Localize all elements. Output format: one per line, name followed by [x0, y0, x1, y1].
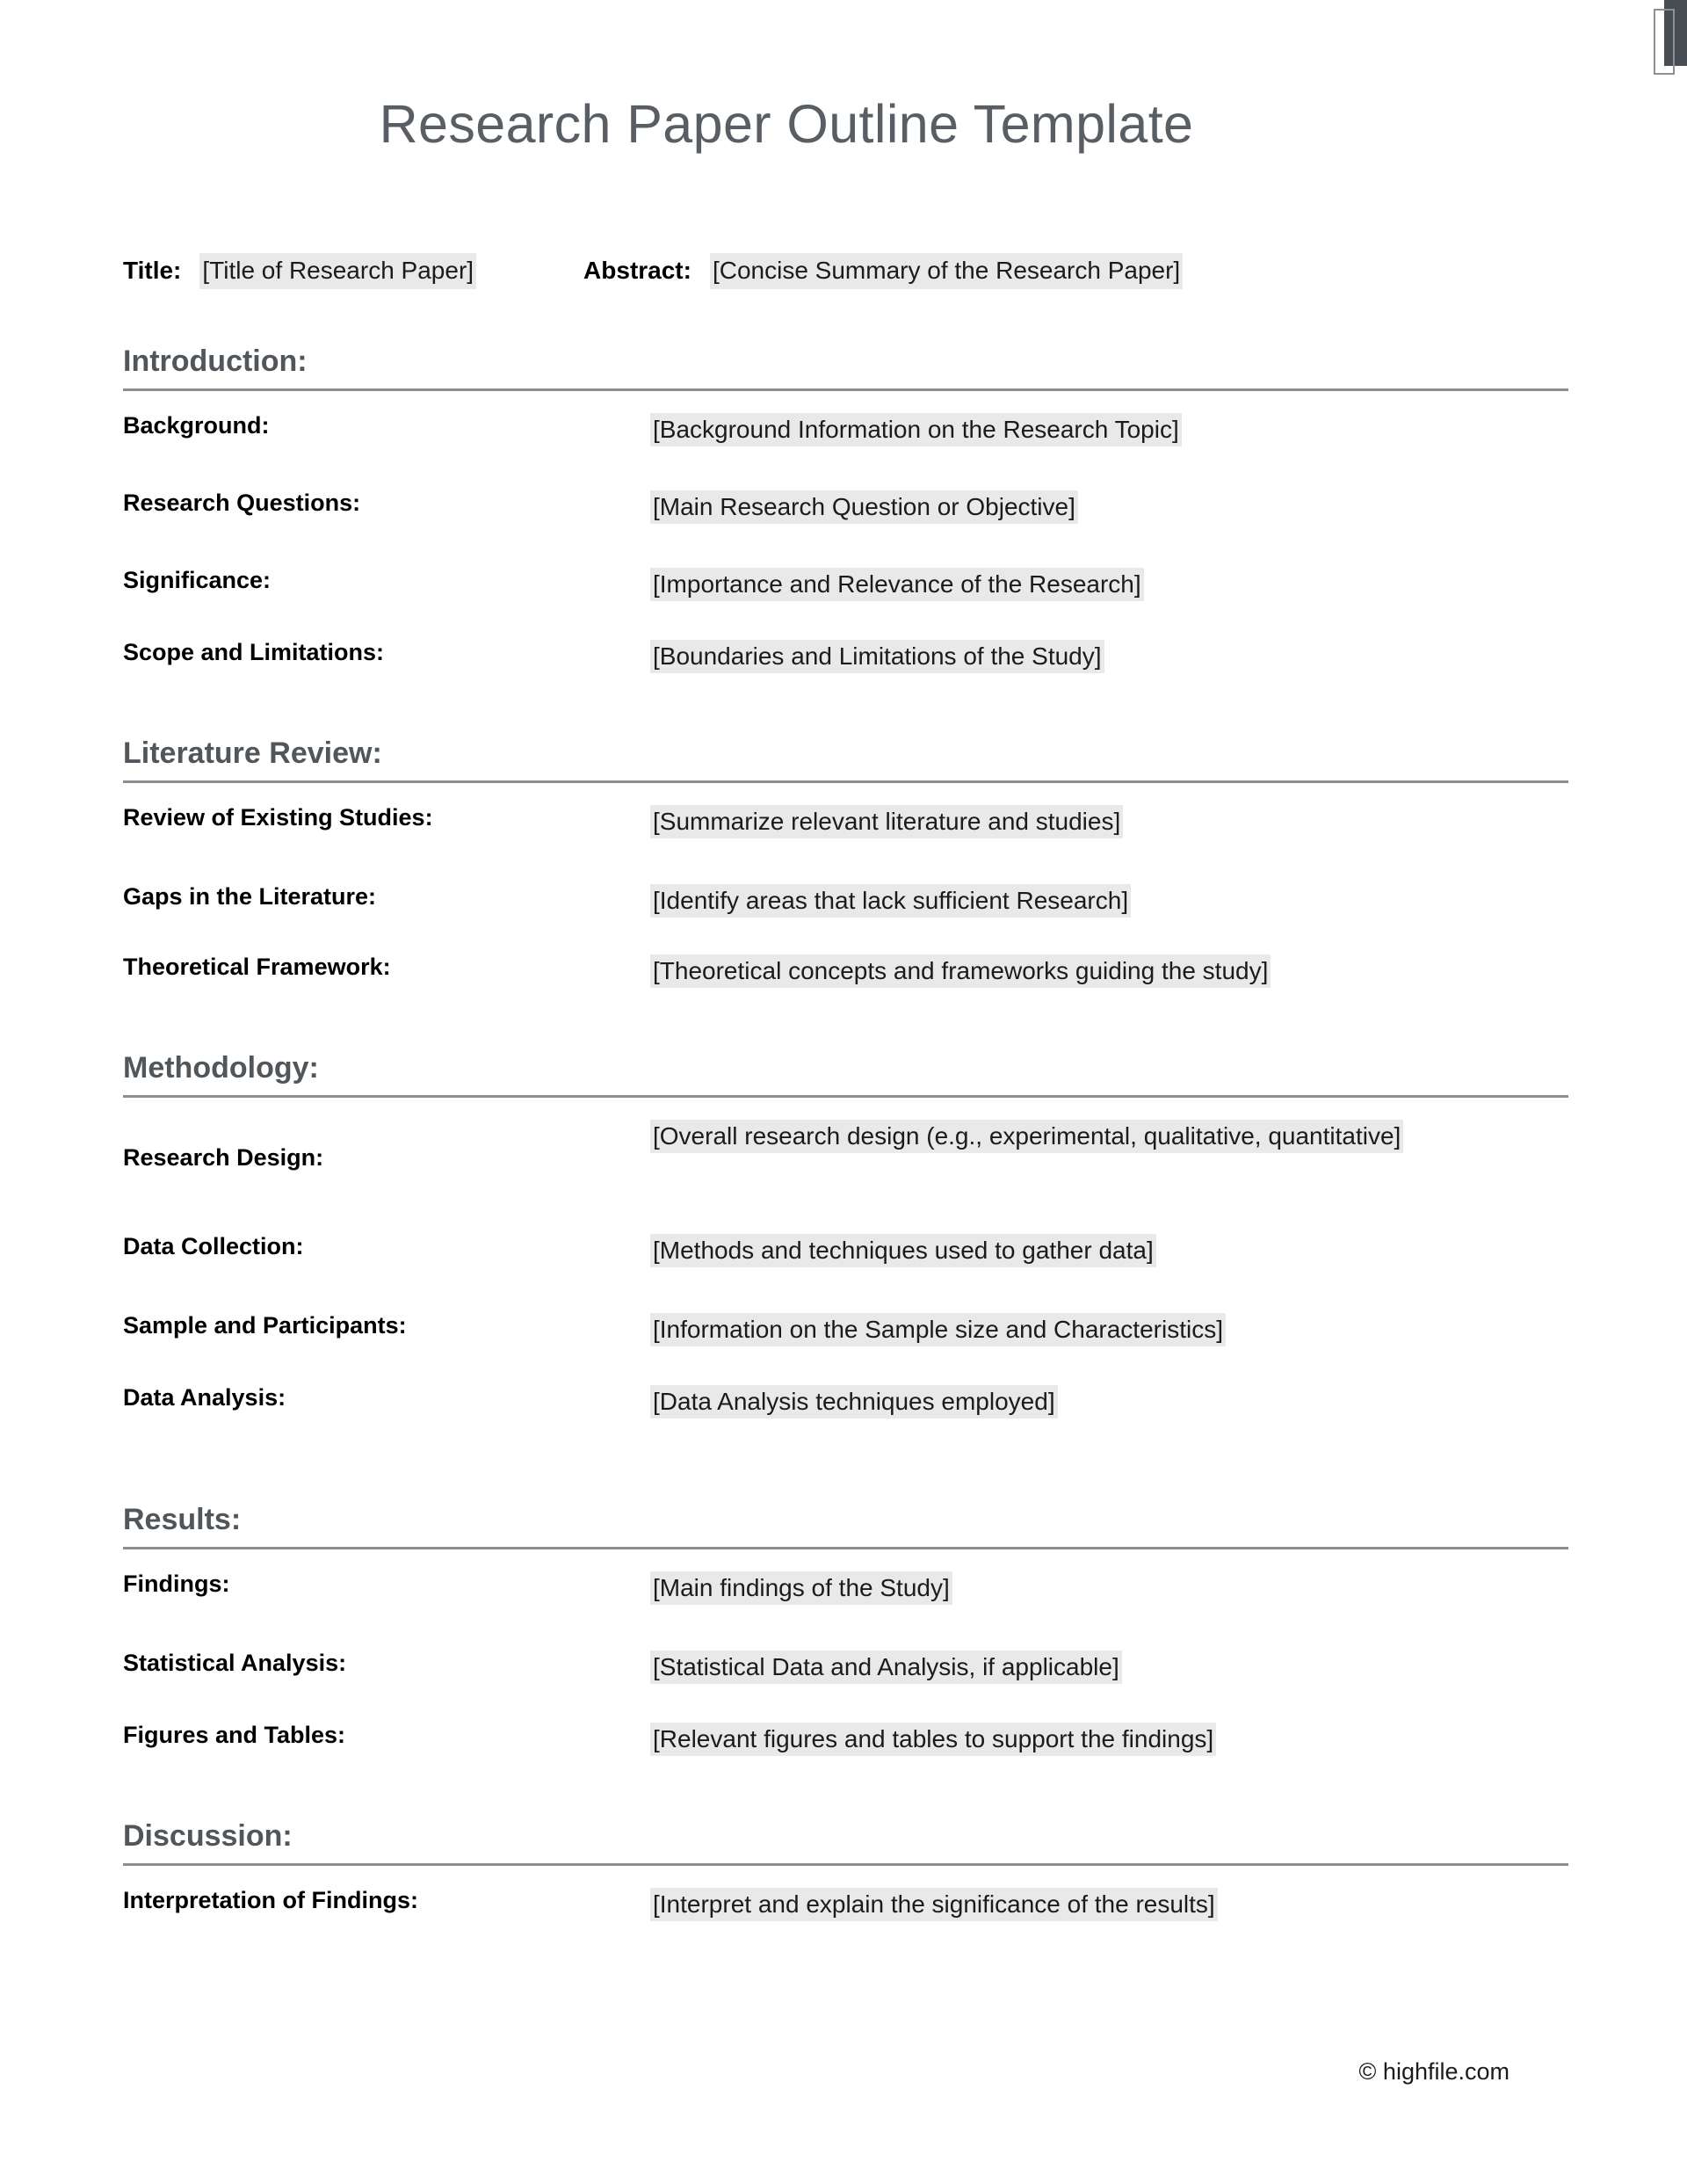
field-value[interactable]: [Interpret and explain the significance of the results] — [650, 1888, 1218, 1921]
field-row — [123, 1375, 1568, 1428]
field-row — [123, 558, 1568, 630]
field-label: Sample and Participants: — [123, 1312, 407, 1339]
page-corner-outline-marker — [1654, 9, 1675, 75]
document-meta-row — [123, 253, 1573, 289]
footer-copyright: © highfile.com — [1358, 2058, 1510, 2085]
field-row — [123, 945, 1568, 998]
field-value[interactable]: [Importance and Relevance of the Research] — [650, 568, 1144, 601]
field-label: Figures and Tables: — [123, 1722, 346, 1748]
field-row — [123, 481, 1568, 558]
field-label: Research Questions: — [123, 490, 361, 516]
field-value-wrap — [650, 1878, 1568, 1924]
field-value[interactable]: [Data Analysis techniques employed] — [650, 1385, 1058, 1419]
field-value-wrap — [650, 874, 1568, 920]
field-label: Statistical Analysis: — [123, 1650, 347, 1676]
title-field-label: Title: — [123, 257, 182, 284]
field-row — [123, 874, 1568, 945]
field-row — [123, 1641, 1568, 1713]
field-row — [123, 403, 1568, 481]
field-value[interactable]: [Overall research design (e.g., experimental, qualitative, quantitative] — [650, 1120, 1403, 1153]
field-value[interactable]: [Summarize relevant literature and studies] — [650, 805, 1123, 838]
section-literature-review — [123, 738, 1568, 998]
field-value-wrap — [650, 558, 1568, 604]
field-value-wrap — [650, 1375, 1568, 1421]
field-value-wrap — [650, 403, 1568, 449]
field-label: Theoretical Framework: — [123, 954, 391, 980]
section-rows — [123, 1549, 1568, 1766]
section-rows — [123, 1866, 1568, 1931]
field-value-wrap — [650, 1641, 1568, 1687]
field-value[interactable]: [Identify areas that lack sufficient Research] — [650, 884, 1131, 918]
field-row — [123, 795, 1568, 874]
field-label: Findings: — [123, 1571, 230, 1597]
field-label: Significance: — [123, 567, 272, 593]
section-heading: Methodology: — [123, 1051, 319, 1085]
page-title: Research Paper Outline Template — [379, 94, 1194, 154]
section-rows — [123, 1098, 1568, 1428]
field-label: Background: — [123, 412, 270, 439]
section-heading: Results: — [123, 1503, 242, 1536]
section-heading: Literature Review: — [123, 736, 382, 770]
field-label: Gaps in the Literature: — [123, 883, 377, 910]
abstract-field-label: Abstract: — [583, 257, 691, 284]
section-methodology — [123, 1053, 1568, 1428]
section-rows — [123, 783, 1568, 998]
field-value-wrap — [650, 1224, 1568, 1270]
field-value-wrap — [650, 1303, 1568, 1349]
field-label: Scope and Limitations: — [123, 639, 385, 665]
field-value[interactable]: [Relevant figures and tables to support the findings] — [650, 1723, 1216, 1756]
abstract-field-value[interactable]: [Concise Summary of the Research Paper] — [710, 253, 1183, 289]
section-rows — [123, 391, 1568, 683]
field-value-wrap — [650, 1562, 1568, 1607]
section-heading: Discussion: — [123, 1819, 293, 1853]
field-value-wrap — [650, 945, 1568, 990]
field-value[interactable]: [Information on the Sample size and Characteristics] — [650, 1313, 1226, 1346]
field-label: Data Analysis: — [123, 1384, 286, 1411]
field-value[interactable]: [Main findings of the Study] — [650, 1571, 952, 1605]
field-value[interactable]: [Main Research Question or Objective] — [650, 490, 1078, 524]
field-row — [123, 630, 1568, 683]
field-label: Research Design: — [123, 1144, 324, 1171]
field-row — [123, 1110, 1568, 1224]
title-field-value[interactable]: [Title of Research Paper] — [199, 253, 476, 289]
field-row — [123, 1713, 1568, 1766]
section-results — [123, 1505, 1568, 1766]
field-value[interactable]: [Statistical Data and Analysis, if applicable] — [650, 1651, 1122, 1684]
field-value[interactable]: [Boundaries and Limitations of the Study] — [650, 640, 1104, 673]
field-label: Review of Existing Studies: — [123, 804, 433, 831]
field-row — [123, 1562, 1568, 1641]
field-row — [123, 1224, 1568, 1303]
field-value-wrap — [650, 795, 1568, 841]
section-introduction — [123, 346, 1568, 683]
field-value-wrap — [650, 1110, 1568, 1156]
field-value[interactable]: [Background Information on the Research Topic] — [650, 413, 1182, 446]
field-value-wrap — [650, 1713, 1568, 1759]
field-value[interactable]: [Theoretical concepts and frameworks guiding the study] — [650, 954, 1271, 988]
field-value-wrap — [650, 481, 1568, 526]
abstract-field-group — [583, 253, 1183, 289]
field-row — [123, 1878, 1568, 1931]
field-row — [123, 1303, 1568, 1375]
title-field-group — [123, 253, 476, 289]
section-discussion — [123, 1821, 1568, 1931]
field-label: Interpretation of Findings: — [123, 1887, 418, 1913]
field-label: Data Collection: — [123, 1233, 304, 1259]
section-heading: Introduction: — [123, 345, 308, 378]
field-value[interactable]: [Methods and techniques used to gather data] — [650, 1234, 1156, 1267]
field-value-wrap — [650, 630, 1568, 676]
